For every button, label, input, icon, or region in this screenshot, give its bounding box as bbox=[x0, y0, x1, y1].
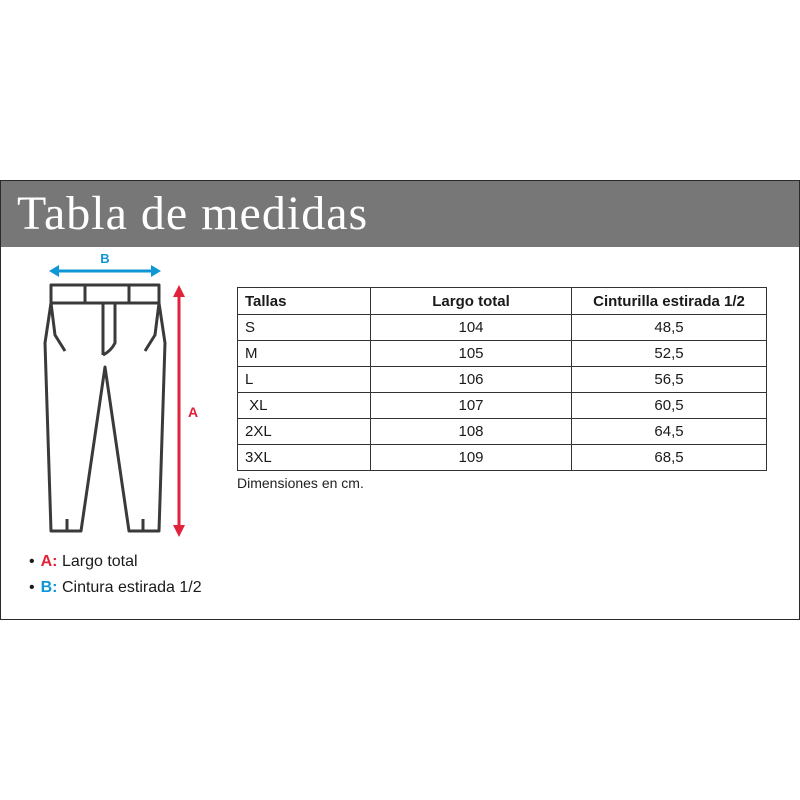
pants-outline bbox=[45, 285, 165, 531]
page-title: Tabla de medidas bbox=[17, 187, 369, 240]
cell-size: XL bbox=[238, 393, 371, 419]
header-sizes: Tallas bbox=[238, 288, 371, 315]
cell-size: 3XL bbox=[238, 445, 371, 471]
header-length: Largo total bbox=[371, 288, 572, 315]
title-bar bbox=[1, 181, 799, 247]
cell-size: S bbox=[238, 315, 371, 341]
pants-diagram-icon bbox=[31, 247, 211, 537]
cell-length: 107 bbox=[371, 393, 572, 419]
cell-length: 108 bbox=[371, 419, 572, 445]
cell-waist: 52,5 bbox=[572, 341, 767, 367]
cell-waist: 56,5 bbox=[572, 367, 767, 393]
cell-length: 106 bbox=[371, 367, 572, 393]
table-row bbox=[238, 315, 767, 341]
cell-waist: 48,5 bbox=[572, 315, 767, 341]
cell-waist: 60,5 bbox=[572, 393, 767, 419]
cell-waist: 68,5 bbox=[572, 445, 767, 471]
legend-item-a bbox=[29, 549, 202, 575]
cell-size: 2XL bbox=[238, 419, 371, 445]
size-table bbox=[237, 287, 767, 471]
cell-waist: 64,5 bbox=[572, 419, 767, 445]
waist-measure-arrow bbox=[49, 251, 161, 277]
table-row bbox=[238, 419, 767, 445]
label-b: B bbox=[100, 251, 110, 266]
table-row bbox=[238, 393, 767, 419]
label-a: A bbox=[187, 404, 199, 420]
bullet-icon: • bbox=[29, 579, 35, 596]
legend-item-b bbox=[29, 575, 202, 601]
cell-size: L bbox=[238, 367, 371, 393]
length-measure-arrow bbox=[173, 285, 198, 537]
units-note: Dimensiones en cm. bbox=[237, 475, 364, 491]
legend-text-b: Cintura estirada 1/2 bbox=[61, 579, 202, 596]
cell-length: 104 bbox=[371, 315, 572, 341]
table-row bbox=[238, 341, 767, 367]
legend-key-a: A: bbox=[40, 553, 58, 570]
size-chart-card bbox=[0, 180, 800, 620]
bullet-icon: • bbox=[29, 553, 35, 570]
header-waist: Cinturilla estirada 1/2 bbox=[572, 288, 767, 315]
table-row bbox=[238, 367, 767, 393]
table-row bbox=[238, 445, 767, 471]
cell-length: 109 bbox=[371, 445, 572, 471]
table-header-row bbox=[238, 288, 767, 315]
cell-length: 105 bbox=[371, 341, 572, 367]
legend bbox=[29, 549, 202, 601]
legend-text-a: Largo total bbox=[61, 553, 138, 570]
legend-key-b: B: bbox=[40, 579, 58, 596]
cell-size: M bbox=[238, 341, 371, 367]
